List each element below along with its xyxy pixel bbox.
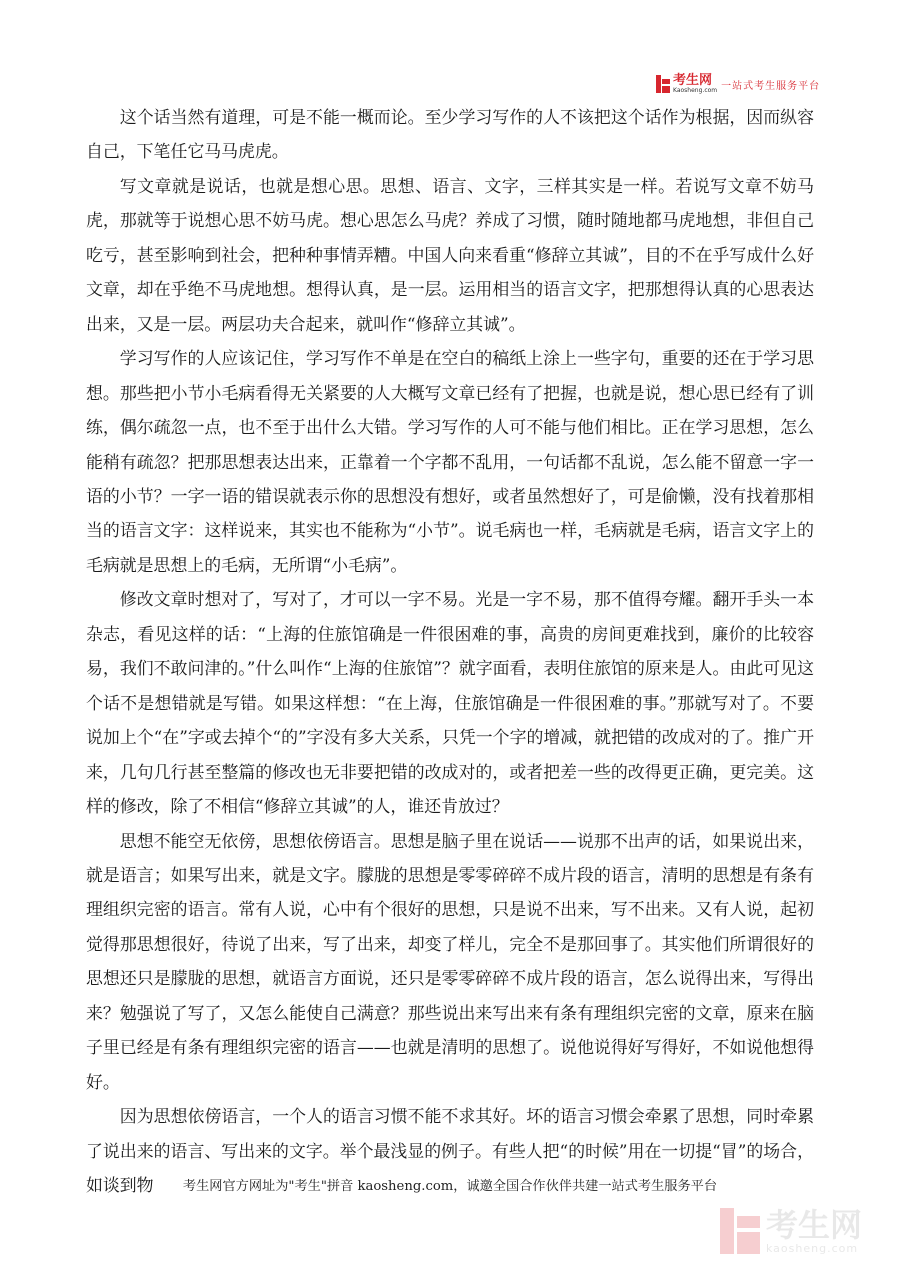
watermark-logo xyxy=(720,1205,863,1255)
paragraph: 因为思想依傍语言，一个人的语言习惯不能不求其好。坏的语言习惯会牵累了思想，同时牵累了说出来的语言、写出来的文字。举个最浅显的例子。有些人把“的时候”用在一切提“冒”的场合，如谈到物 xyxy=(86,1106,814,1196)
logo-text xyxy=(673,74,717,94)
logo-url: Kaosheng.com xyxy=(673,87,718,94)
header-logo[interactable] xyxy=(656,72,820,96)
watermark-name: 考生网 xyxy=(766,1205,863,1244)
watermark-url: kaosheng.com xyxy=(766,1241,859,1255)
header-slogan: 一站式考生服务平台 xyxy=(721,80,821,92)
paragraph: 写文章就是说话，也就是想心思。思想、语言、文字，三样其实是一样。若说写文章不妨马虎，那就等于说想心思不妨马虎。想心思怎么马虎？养成了习惯，随时随地都马虎地想，非但自己吃亏，甚至影响到社会，把种种事情弄糟。中国人向来看重“修辞立其诚”，目的不在乎写成什么好文章，却在乎绝不马虎地想。想得认真，是一层。运用相当的语言文字，把那想得认真的心思表达出来，又是一层。两层功夫合起来，就叫作“修辞立其诚”。 xyxy=(86,175,814,334)
paragraph: 这个话当然有道理，可是不能一概而论。至少学习写作的人不该把这个话作为根据，因而纵容自己，下笔任它马马虎虎。 xyxy=(86,107,814,162)
article-body xyxy=(86,100,814,1203)
watermark-logo-icon xyxy=(720,1208,760,1254)
logo-name: 考生网 xyxy=(673,73,713,88)
page-footer: 考生网官方网址为"考生"拼音 kaosheng.com，诚邀全国合作伙伴共建一站式考生服务平台 xyxy=(182,1179,718,1194)
watermark-text xyxy=(766,1205,863,1255)
kaosheng-logo-icon xyxy=(656,75,670,93)
paragraph: 学习写作的人应该记住，学习写作不单是在空白的稿纸上涂上一些字句，重要的还在于学习思想。那些把小节小毛病看得无关紧要的人大概写文章已经有了把握，也就是说，想心思已经有了训练，偶尔疏忽一点，也不至于出什么大错。学习写作的人可不能与他们相比。正在学习思想，怎么能稍有疏忽？把那思想表达出来，正靠着一个字都不乱用，一句话都不乱说，怎么能不留意一字一语的小节？一字一语的错误就表示你的思想没有想好，或者虽然想好了，可是偷懒，没有找着那相当的语言文字：这样说来，其实也不能称为“小节”。说毛病也一样，毛病就是毛病，语言文字上的毛病就是思想上的毛病，无所谓“小毛病”。 xyxy=(86,348,814,575)
paragraph: 思想不能空无依傍，思想依傍语言。思想是脑子里在说话——说那不出声的话，如果说出来，就是语言；如果写出来，就是文字。朦胧的思想是零零碎碎不成片段的语言，清明的思想是有条有理组织完密的语言。常有人说，心中有个很好的思想，只是说不出来，写不出来。又有人说，起初觉得那思想很好，待说了出来，写了出来，却变了样儿，完全不是那回事了。其实他们所谓很好的思想还只是朦胧的思想，就语言方面说，还只是零零碎碎不成片段的语言，怎么说得出来，写得出来？勉强说了写了，又怎么能使自己满意？那些说出来写出来有条有理组织完密的文章，原来在脑子里已经是有条有理组织完密的语言——也就是清明的思想了。说他说得好写得好，不如说他想得好。 xyxy=(86,830,814,1092)
paragraph: 修改文章时想对了，写对了，才可以一字不易。光是一字不易，那不值得夸耀。翻开手头一本杂志，看见这样的话：“上海的住旅馆确是一件很困难的事，高贵的房间更难找到，廉价的比较容易，我们不敢问津的。”什么叫作“上海的住旅馆”？就字面看，表明住旅馆的原来是人。由此可见这个话不是想错就是写错。如果这样想：“在上海，住旅馆确是一件很困难的事。”那就写对了。不要说加上个“在”字或去掉个“的”字没有多大关系，只凭一个字的增减，就把错的改成对的了。推广开来，几句几行甚至整篇的修改也无非要把错的改成对的，或者把差一些的改得更正确，更完美。这样的修改，除了不相信“修辞立其诚”的人，谁还肯放过？ xyxy=(86,589,814,817)
